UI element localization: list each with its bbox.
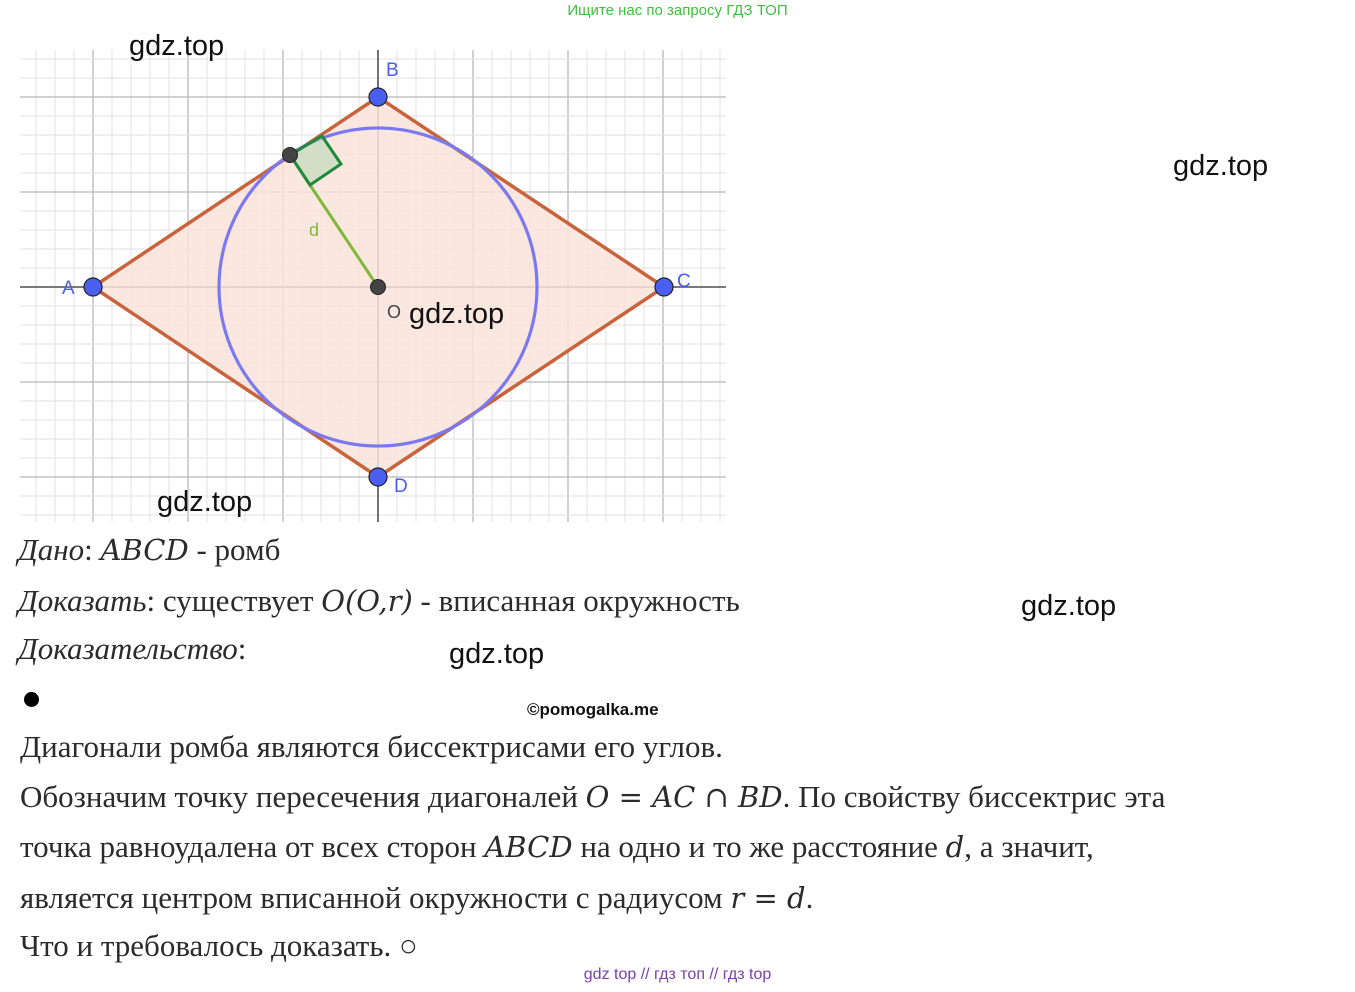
text-segment: точка равноудалена от всех сторон [20,829,485,864]
label-a: A [62,278,75,299]
point-d [369,468,387,486]
point-c [655,278,673,296]
math-segment: O = AC ∩ BD [585,780,783,814]
watermark: gdz.top [409,298,505,330]
math-segment: r = d [730,881,806,915]
proof-body-line-2 [20,779,1165,815]
rhombus-figure [20,50,730,522]
proof-line [18,631,246,667]
watermark: gdz.top [129,30,225,62]
proof-body-line-5: Что и требовалось доказать. ○ [20,928,418,963]
proof-body-line-1: Диагонали ромба являются биссектрисами его углов. [20,729,723,764]
text-segment: на одно и то же расстояние [572,829,946,864]
math-segment: ABCD [484,830,573,864]
prove-sep: : существует [146,583,322,618]
prove-math: O(O,r) [321,584,413,618]
watermark: gdz.top [1021,590,1117,622]
label-d: D [394,476,408,497]
label-c: C [677,271,691,292]
watermark: gdz.top [1173,150,1269,182]
tangent-point [283,148,298,163]
point-a [84,278,102,296]
bullet-point [24,692,39,707]
proof-body-line-3 [20,829,1094,865]
text-segment: является центром вписанной окружности с радиусом [20,880,731,915]
proof-body-line-4 [20,880,813,916]
label-d-segment: d [309,220,320,240]
math-segment: d [945,830,965,864]
point-o [371,280,386,295]
label-o: O [387,302,402,322]
watermark: gdz.top [449,638,545,670]
text-segment: , а значит, [964,829,1094,864]
text-segment: . [805,880,814,915]
label-b: B [386,60,399,81]
watermark: gdz.top [157,486,253,518]
given-sep: : [84,532,101,567]
text-segment: Обозначим точку пересечения диагоналей [20,779,586,814]
proof-label: Доказательство [18,631,238,666]
prove-label: Доказать [18,583,147,618]
prove-text: - вписанная окружность [412,583,740,618]
given-math: ABCD [100,533,189,567]
given-text: - ромб [188,532,281,567]
top-banner: Ищите нас по запросу ГДЗ ТОП [567,2,788,19]
footer-links: gdz top // гдз топ // гдз top [583,966,772,983]
given-label: Дано [18,532,85,567]
given-line [18,532,280,568]
text-segment: . По свойству биссектрис эта [782,779,1166,814]
prove-line [18,583,740,619]
proof-sep: : [237,631,247,666]
copyright: ©pomogalka.me [527,700,659,719]
point-b [369,88,387,106]
